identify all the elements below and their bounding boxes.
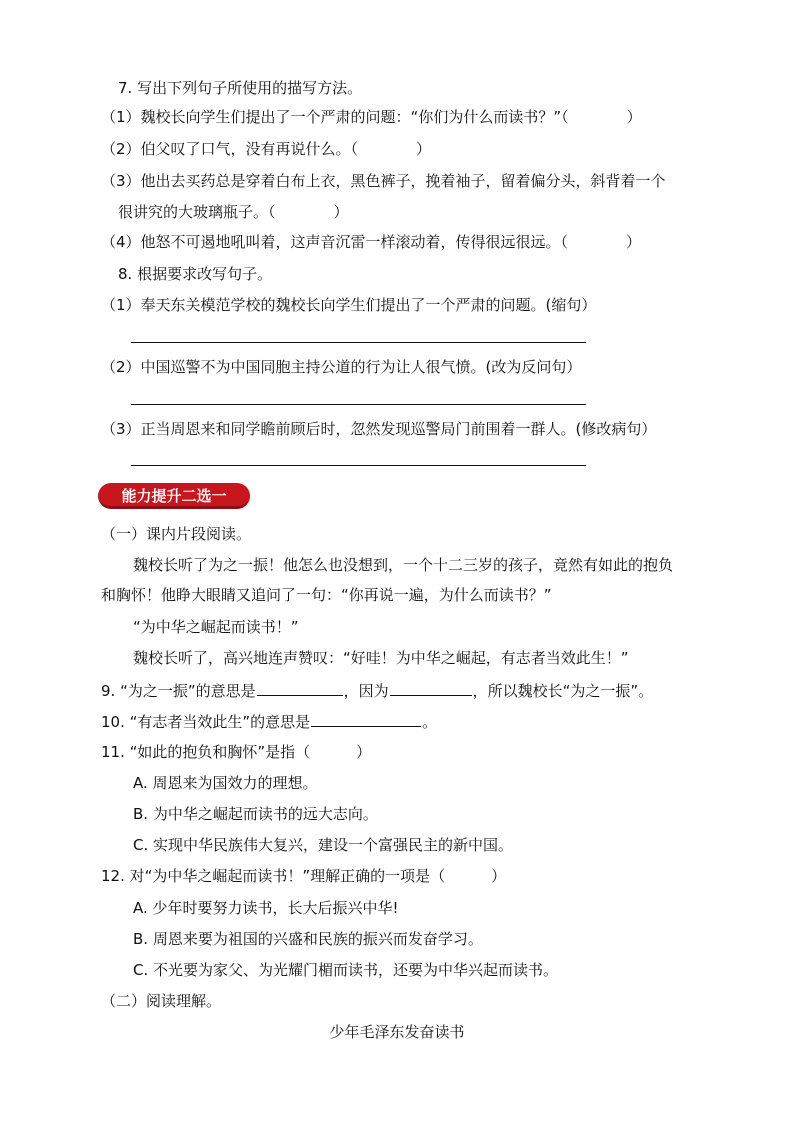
q10: 10. “有志者当效此生”的意思是 。: [101, 710, 437, 732]
part1-heading: （一）课内片段阅读。: [101, 525, 252, 543]
q12-stem: 12. 对“为中华之崛起而读书！”理解正确的一项是（ ）: [101, 867, 507, 885]
q11-option-a[interactable]: A. 周恩来为国效力的理想。: [133, 774, 318, 792]
q7-title: 7. 写出下列句子所使用的描写方法。: [118, 79, 363, 97]
q8-answer-line-3[interactable]: [131, 465, 586, 466]
q8-answer-line-1[interactable]: [131, 342, 586, 343]
part2-title: 少年毛泽东发奋读书: [329, 1023, 465, 1041]
part2-heading: （二）阅读理解。: [101, 992, 222, 1010]
q11-option-b[interactable]: B. 为中华之崛起而读书的远大志向。: [133, 805, 378, 823]
section-badge: 能力提升二选一: [98, 483, 250, 509]
q12-option-c[interactable]: C. 不光要为家父、为光耀门楣而读书，还要为中华兴起而读书。: [133, 961, 559, 979]
q11-option-c[interactable]: C. 实现中华民族伟大复兴，建设一个富强民主的新中国。: [133, 836, 514, 854]
q8-item-3: （3）正当周恩来和同学瞻前顾后时，忽然发现巡警局门前围着一群人。(修改病句）: [101, 420, 657, 438]
q8-answer-line-2[interactable]: [131, 404, 586, 405]
q10-blank[interactable]: [311, 710, 421, 727]
q8-title: 8. 根据要求改写句子。: [118, 265, 273, 283]
q7-item-3: （3）他出去买药总是穿着白布上衣，黑色裤子，挽着袖子，留着偏分头，斜背着一个: [101, 172, 666, 190]
passage-line-2: 和胸怀！他睁大眼睛又追问了一句：“你再说一遍，为什么而读书？”: [101, 586, 552, 604]
q9-blank-1[interactable]: [257, 679, 343, 696]
q8-item-1: （1）奉天东关模范学校的魏校长向学生们提出了一个严肃的问题。(缩句）: [101, 296, 597, 314]
passage-line-3: “为中华之崛起而读书！”: [133, 618, 299, 636]
q12-option-a[interactable]: A. 少年时要努力读书，长大后振兴中华!: [133, 899, 399, 917]
q7-item-2: （2）伯父叹了口气，没有再说什么。（ ）: [101, 140, 432, 158]
q12-option-b[interactable]: B. 周恩来要为祖国的兴盛和民族的振兴而发奋学习。: [133, 930, 483, 948]
q9-blank-2[interactable]: [390, 679, 472, 696]
q7-item-1: （1）魏校长向学生们提出了一个严肃的问题：“你们为什么而读书？”（ ）: [101, 108, 642, 126]
q11-stem: 11. “如此的抱负和胸怀”是指（ ）: [101, 743, 372, 761]
q7-item-3-cont: 很讲究的大玻璃瓶子。（ ）: [118, 203, 349, 221]
q9: 9. “为之一振”的意思是 ，因为 ，所以魏校长“为之一振”。: [101, 679, 653, 701]
passage-line-1: 魏校长听了为之一振！他怎么也没想到，一个十二三岁的孩子，竟然有如此的抱负: [133, 556, 674, 574]
q8-item-2: （2）中国巡警不为中国同胞主持公道的行为让人很气愤。(改为反问句）: [101, 358, 582, 376]
passage-line-4: 魏校长听了，高兴地连声赞叹：“好哇！为中华之崛起，有志者当效此生！”: [133, 649, 629, 667]
q7-item-4: （4）他怒不可遏地吼叫着，这声音沉雷一样滚动着，传得很远很远。（ ）: [101, 233, 642, 251]
